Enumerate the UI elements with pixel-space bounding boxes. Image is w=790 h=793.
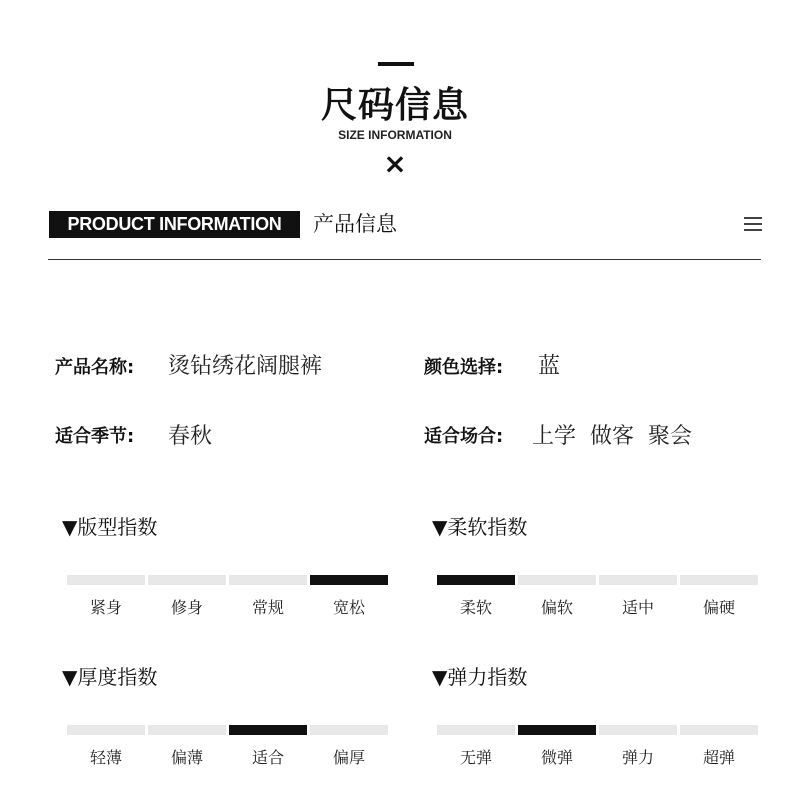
softness-scale-option: 偏硬 bbox=[702, 598, 735, 617]
elasticity-index-title: ▼弹力指数 bbox=[432, 665, 528, 689]
color-label: 颜色选择: bbox=[424, 357, 504, 378]
thickness-scale-option: 适合 bbox=[251, 748, 284, 767]
fit-scale-segment bbox=[148, 575, 226, 585]
thickness-scale-segment bbox=[229, 725, 307, 735]
softness-scale-segment bbox=[599, 575, 677, 585]
softness-scale-segment bbox=[437, 575, 515, 585]
thickness-scale-option: 偏厚 bbox=[332, 748, 365, 767]
occasion-label: 适合场合: bbox=[424, 426, 504, 447]
product-name-value: 烫钻绣花阔腿裤 bbox=[168, 354, 323, 379]
thickness-scale-segment bbox=[310, 725, 388, 735]
section-title: 产品信息 bbox=[313, 212, 397, 236]
menu-icon[interactable] bbox=[744, 216, 762, 232]
fit-scale-option: 修身 bbox=[170, 598, 203, 617]
elasticity-scale-segment bbox=[680, 725, 758, 735]
fit-index-title: ▼版型指数 bbox=[62, 515, 158, 539]
season-label: 适合季节: bbox=[55, 426, 135, 447]
season-value: 春秋 bbox=[168, 424, 213, 449]
elasticity-scale-option: 弹力 bbox=[621, 748, 654, 767]
header-dash bbox=[378, 62, 414, 66]
softness-scale-option: 柔软 bbox=[459, 598, 492, 617]
product-name-label: 产品名称: bbox=[55, 357, 135, 378]
thickness-scale-segment bbox=[148, 725, 226, 735]
softness-scale-option: 偏软 bbox=[540, 598, 573, 617]
fit-scale-option: 宽松 bbox=[332, 598, 365, 617]
elasticity-scale-segment bbox=[437, 725, 515, 735]
fit-scale-segment bbox=[310, 575, 388, 585]
thickness-scale-option: 偏薄 bbox=[170, 748, 203, 767]
softness-scale-segment bbox=[680, 575, 758, 585]
page-subtitle: SIZE INFORMATION bbox=[338, 128, 452, 142]
page-title: 尺码信息 bbox=[320, 85, 469, 126]
product-information-badge: PRODUCT INFORMATION bbox=[49, 211, 300, 238]
thickness-scale-option: 轻薄 bbox=[89, 748, 122, 767]
softness-index-title: ▼柔软指数 bbox=[432, 515, 528, 539]
elasticity-scale-segment bbox=[599, 725, 677, 735]
elasticity-scale-option: 微弹 bbox=[540, 748, 573, 767]
fit-scale-option: 常规 bbox=[251, 598, 284, 617]
section-divider bbox=[48, 259, 761, 260]
softness-scale-option: 适中 bbox=[621, 598, 654, 617]
color-value: 蓝 bbox=[538, 354, 561, 379]
thickness-scale-segment bbox=[67, 725, 145, 735]
occasion-value: 上学 做客 聚会 bbox=[532, 424, 692, 449]
fit-scale-segment bbox=[229, 575, 307, 585]
elasticity-scale-option: 超弹 bbox=[702, 748, 735, 767]
elasticity-scale-segment bbox=[518, 725, 596, 735]
fit-scale-option: 紧身 bbox=[89, 598, 122, 617]
elasticity-scale-option: 无弹 bbox=[459, 748, 492, 767]
softness-scale-segment bbox=[518, 575, 596, 585]
fit-scale-segment bbox=[67, 575, 145, 585]
thickness-index-title: ▼厚度指数 bbox=[62, 665, 158, 689]
cross-icon: × bbox=[383, 147, 407, 180]
